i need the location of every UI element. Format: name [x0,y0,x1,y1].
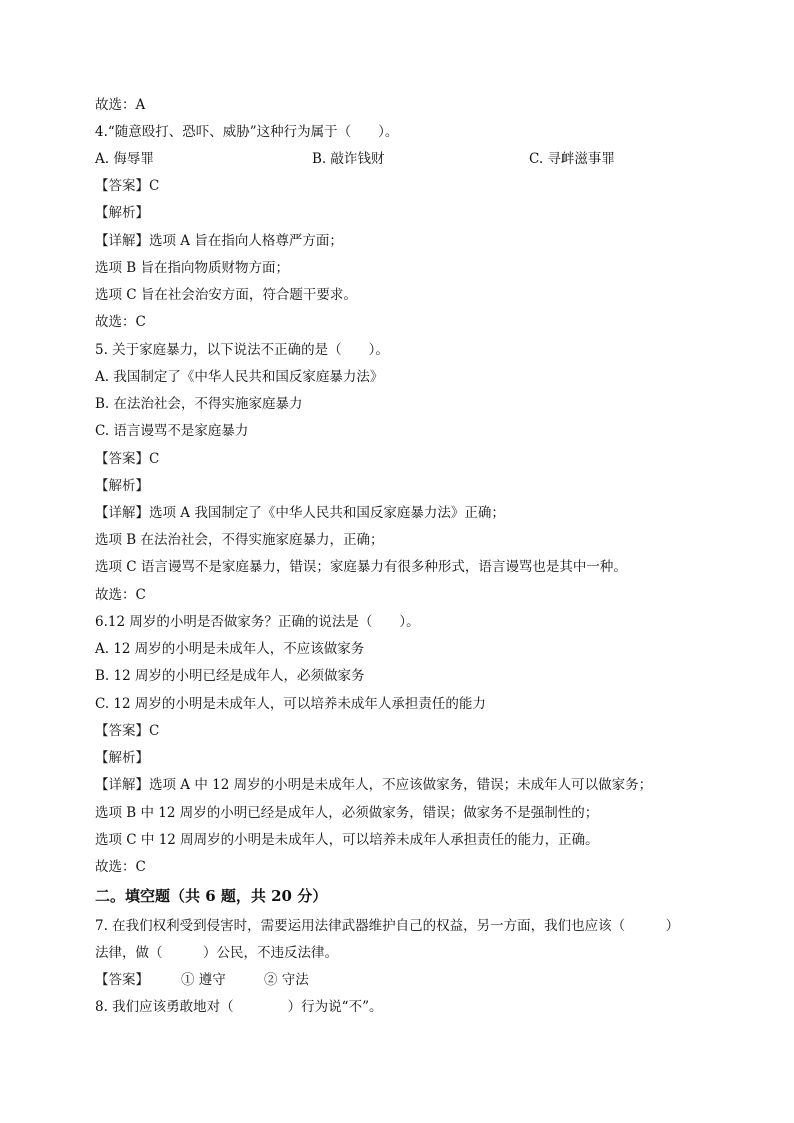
q4-option-b: B. 敲诈钱财 [312,151,385,167]
q5-option-a: A. 我国制定了《中华人民共和国反家庭暴力法》 [95,369,384,385]
detail-line: 选项 B 中 12 周岁的小明已经是成年人，必须做家务，错误；做家务不是强制性的； [95,805,599,821]
answer-tag: 【答案】C [95,451,160,467]
detail-line: 【详解】选项 A 我国制定了《中华人民共和国反家庭暴力法》正确； [95,505,505,521]
detail-line: 选项 C 旨在社会治安方面，符合题干要求。 [95,287,357,303]
q4-option-c: C. 寻衅滋事罪 [529,151,615,167]
detail-line: 选项 C 语言谩骂不是家庭暴力，错误；家庭暴力有很多种形式，语言谩骂也是其中一种。 [95,559,627,575]
q6-option-c: C. 12 周岁的小明是未成年人，可以培养未成年人承担责任的能力 [95,696,486,712]
answer-tag: 【答案】C [95,723,160,739]
detail-line: 选项 B 旨在指向物质财物方面； [95,260,290,276]
question-4: 4.“随意殴打、恐吓、威胁”这种行为属于（ ）。 [95,124,399,140]
question-6: 6.12 周岁的小明是否做家务？正确的说法是（ ）。 [95,614,420,630]
q7-answer-1: ① 遵守 [181,972,226,988]
detail-line: 【详解】选项 A 旨在指向人格尊严方面； [95,233,343,249]
question-5: 5. 关于家庭暴力，以下说法不正确的是（ ）。 [95,342,389,358]
q5-option-c: C. 语言谩骂不是家庭暴力 [95,423,249,439]
q7-answer-2: ② 守法 [264,972,309,988]
q5-option-b: B. 在法治社会，不得实施家庭暴力 [95,396,303,412]
answer-choice-line: 故选：C [95,314,146,330]
answer-tag: 【答案】 [95,972,149,988]
answer-tag: 【答案】C [95,178,160,194]
analysis-tag: 【解析】 [95,205,149,221]
answer-choice-line: 故选：C [95,859,146,875]
question-8: 8. 我们应该勇敢地对（ ）行为说“不”。 [95,999,383,1015]
detail-line: 选项 B 在法治社会，不得实施家庭暴力，正确； [95,532,384,548]
analysis-tag: 【解析】 [95,750,149,766]
answer-choice-line: 故选：C [95,587,146,603]
q6-option-b: B. 12 周岁的小明已经是成年人，必须做家务 [95,668,365,684]
detail-line: 选项 C 中 12 周周岁的小明是未成年人，可以培养未成年人承担责任的能力，正确。 [95,832,599,848]
q4-option-a: A. 侮辱罪 [95,151,154,167]
section-heading: 二。填空题（共 6 题，共 20 分） [95,887,328,905]
analysis-tag: 【解析】 [95,478,149,494]
q6-option-a: A. 12 周岁的小明是未成年人，不应该做家务 [95,641,365,657]
question-7-continued: 法律，做（ ）公民，不违反法律。 [95,945,338,961]
question-7: 7. 在我们权利受到侵害时，需要运用法律武器维护自己的权益，另一方面，我们也应该（ ） [95,918,680,934]
detail-line: 【详解】选项 A 中 12 周岁的小明是未成年人，不应该做家务，错误；未成年人可以做家务； [95,777,653,793]
answer-choice-line: 故选：A [95,97,146,113]
